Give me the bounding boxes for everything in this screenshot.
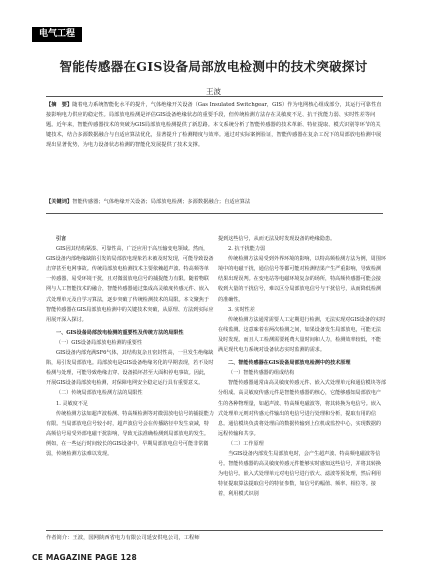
keywords-label: 【关键词】 xyxy=(46,199,73,205)
abstract-label: 【摘 要】 xyxy=(46,102,73,108)
keywords-text: 智能传感器；气体绝缘开关设备；局部放电检测；多源数据融合；自适应算法 xyxy=(72,199,251,205)
body-paragraph: 传统检测方法如超声波检测、特高频检测等对微弱放电信号的捕捉能力有限。当局部放电信号较小时，超声波信号会在传播路径中发生衰减，特高频信号易受外部电磁干扰影响，导致无法准确检测到局部放电的发生。例如，在一些运行时间较长的GIS设备中，早期局部放电信号可能非常微弱，传统检测方法难以发现。 xyxy=(46,410,214,457)
right-column xyxy=(218,234,386,499)
section-heading: 1. 灵敏度不足 xyxy=(56,400,88,407)
section-heading: 一、GIS设备局部放电检测的重要性及传统方法的局限性 xyxy=(56,329,184,336)
section-heading: 2. 抗干扰能力弱 xyxy=(228,246,266,253)
section-heading: （一）GIS设备局部放电检测的重要性 xyxy=(56,339,142,346)
keywords xyxy=(46,197,383,207)
body-paragraph: 传统检测方法易受到外界环境的影响，以特高频检测方法为例，周围环境中的电磁干扰，通信信号等都可能对检测结果产生严重影响，导致检测结果出现误判。在变电站等电磁环境复杂的场所，特高频传感器可能会接收到大量的干扰信号，难以区分局部放电信号与干扰信号，从而降低检测的准确性。 xyxy=(218,256,386,303)
body-paragraph: 智能传感器通常由高灵敏度传感元件、嵌入式处理单元和通信模块等部分组成。高灵敏度传感元件是智能传感器的核心，它能够感知局部放电产生的各种物理量，如超声波、特高频电磁波等，将其转换为电信号。嵌入式处理单元则对传感元件输出的电信号进行处理和分析，提取有用的信息。通信模块负责将处理后的数据传输到上位机或监控中心，实现数据的远程传输和共享。 xyxy=(218,380,386,437)
body-paragraph: 传统检测方法通常需要人工定期进行检测，无法实现对GIS设备的实时在线监测。这意味着在两次检测之间，如果设备发生局部放电，可能无法及时发现。而且人工检测需要耗费大量时间和人力，检测效率较低，不能满足现代电力系统对设备状态实时监测的需求。 xyxy=(218,316,386,354)
author-name: 王波 xyxy=(206,87,221,96)
left-column xyxy=(46,234,214,459)
body-paragraph: GIS设备内部充满SF6气体，其结构复杂且密封性高，一旦发生绝缘缺陷，易引发局部放电。局部放电是GIS设备绝缘劣化的早期表现，若不及时检测与处理，可能导致绝缘击穿、设备损坏甚至大面积停电事故。因此，开展GIS设备局部放电检测，对保障电网安全稳定运行具有重要意义。 xyxy=(46,350,214,387)
abstract-text: 随着电力系统智能化水平的提升，气体绝缘开关设备（Gas Insulated Switchgear，GIS）作为电网核心组成部分，其运行可靠性直接影响电力供应的稳定性。局部放电检测是评估GIS设备绝缘状态的重要手段，但传统检测方法存在灵敏度不足、抗干扰能力弱、实时性差等问题。近年来，智能传感器技术的突破为GIS局部放电检测提供了新思路。本文系统分析了智能传感器的技术革新、特征提取、模式识别等环节的关键技术，结合多源数据融合与自适应算法优化，显著提升了检测精度与效率。通过对实际案例验证，智能传感器在复杂工况下的局部放电检测中展现出显著优势，为电力设备状态检测的智能化发展提供了技术支撑。 xyxy=(46,102,382,148)
body-paragraph: 当GIS设备内部发生局部放电时，会产生超声波、特高频电磁波等信号。智能传感器的高灵敏度传感元件能够实时感知这些信号，并将其转换为电信号。嵌入式处理单元对电信号进行放大、滤波等预处理，然后利用特征提取算法提取信号的特征参数，如信号的幅值、频率、相位等。接着，利用模式识别 xyxy=(218,450,382,498)
body-paragraph: GIS因其结构紧凑、可靠性高，广泛应用于高压输变电领域。然而，GIS设备内部绝缘缺陷引发的局部放电现象若未被及时发现，可能导致设备击穿甚至电网事故。传统局部放电检测技术主要依赖超声波、特高频等单一传感器，易受环境干扰，且对微弱放电信号的捕捉能力有限。随着物联网与人工智能技术的融合，智能传感器通过集成高灵敏度传感元件、嵌入式处理单元及自学习算法，逐步突破了传统检测技术的局限。本文聚焦于智能传感器在GIS局部放电检测中的关键技术突破，从原理、方法到实际应用展开深入探讨。 xyxy=(46,246,214,323)
abstract-top-rule xyxy=(46,96,383,97)
article-title: 智能传感器在GIS设备局部放电检测中的技术突破探讨 xyxy=(59,59,368,74)
author-footnote: 作者简介：王波，国网陕西省电力有限公司延安供电公司，工程师 xyxy=(46,535,200,541)
footnote-rule xyxy=(46,530,383,531)
section-heading: 3. 实时性差 xyxy=(228,306,255,313)
section-heading: （二）工作原理 xyxy=(228,440,264,447)
section-heading: （一）智能传感器的组成结构 xyxy=(228,370,295,377)
section-heading: 二、智能传感器在GIS设备局部放电检测中的技术原理 xyxy=(228,360,351,367)
body-paragraph: 提到这些信号，从而无法及时发现设备的绝缘隐患。 xyxy=(218,236,336,242)
journal-footer: CE MAGAZINE PAGE 128 xyxy=(32,553,137,562)
section-heading: 引言 xyxy=(56,236,67,242)
abstract-bottom-rule xyxy=(46,213,383,214)
abstract xyxy=(46,100,383,150)
section-heading: （二）传统局部放电检测方法的局限性 xyxy=(56,390,143,397)
section-tag: 电气工程 xyxy=(32,27,82,42)
